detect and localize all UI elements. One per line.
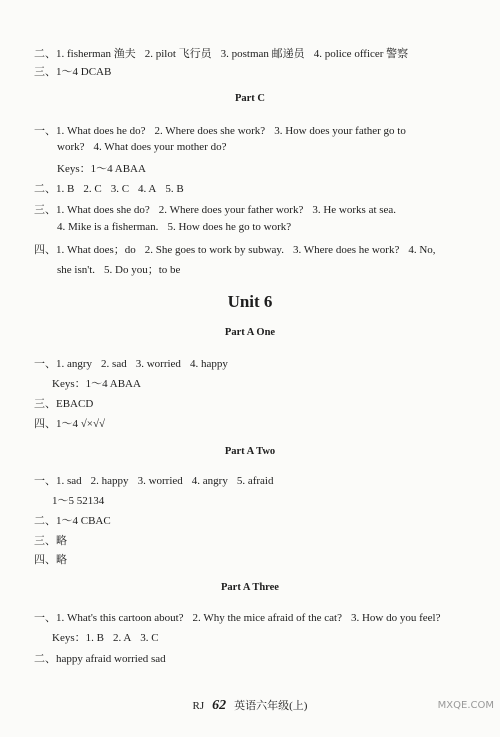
answer-line [34, 609, 441, 625]
answer-item: 3. C [110, 183, 130, 195]
answer-item: she isn't. [57, 264, 96, 276]
answer-item: 4. police officer 警察 [313, 48, 409, 60]
answer-item: 一、1. sad [34, 475, 82, 487]
answer-item: 3. worried [137, 475, 183, 487]
answer-line [34, 180, 184, 196]
answer-item: 2. C [83, 183, 102, 195]
answer-item: 2. Why the mice afraid of the cat? [192, 612, 342, 624]
answer-item: 5. afraid [236, 475, 274, 487]
section-heading: Part A Two [224, 446, 276, 457]
answer-line: 三、略 [34, 535, 67, 547]
answer-item: 5. Do you；to be [104, 264, 181, 276]
answer-line: Keys：1～4 ABAA [52, 378, 141, 390]
answer-item: 二、1. fisherman 渔夫 [34, 48, 136, 60]
answer-line: 三、1～4 DCAB [34, 66, 112, 78]
answer-item: 3. How does your father go to [274, 125, 406, 137]
answer-item: 4. No, [408, 244, 436, 256]
answer-item: 5. How does he go to work? [167, 221, 292, 233]
answer-line [57, 141, 227, 153]
answer-item: 4. What does your mother do? [93, 141, 227, 153]
answer-line [57, 261, 180, 277]
unit-title: Unit 6 [227, 292, 273, 311]
answer-item: 一、1. angry [34, 358, 93, 370]
answer-line: Keys：1～4 ABAA [57, 163, 146, 175]
answer-line: 1～5 52134 [52, 495, 105, 507]
answer-item: 2. Where does she work? [154, 125, 266, 137]
answer-item: 2. pilot 飞行员 [144, 48, 212, 60]
answer-line [34, 45, 408, 61]
answer-item: 2. happy [90, 475, 129, 487]
answer-item: 四、1. What does；do [34, 244, 136, 256]
answer-item: 5. B [165, 183, 184, 195]
section-heading: Part A One [224, 327, 276, 338]
answer-line: 二、happy afraid worried sad [34, 653, 166, 665]
answer-line: 四、略 [34, 554, 67, 566]
answer-item: 4. A [138, 183, 157, 195]
footer-book-title: 英语六年级(上) [234, 700, 308, 712]
answer-item: 二、1. B [34, 183, 75, 195]
answer-item: 3. worried [135, 358, 181, 370]
page-number: 62 [212, 698, 227, 713]
section-heading: Part C [234, 93, 266, 104]
answer-line [34, 472, 273, 488]
answer-line [34, 355, 228, 371]
footer-edition: RJ [192, 700, 205, 712]
answer-item: 三、1. What does she do? [34, 204, 150, 216]
answer-line [52, 629, 159, 645]
answer-line [34, 241, 436, 257]
answer-item: 一、1. What's this cartoon about? [34, 612, 184, 624]
answer-line: 三、EBACD [34, 398, 94, 410]
answer-item: 3. He works at sea. [312, 204, 397, 216]
answer-item: 2. sad [101, 358, 127, 370]
page-footer [0, 697, 500, 714]
answer-line [57, 221, 291, 233]
answer-item: 2. Where does your father work? [158, 204, 304, 216]
answer-item: 一、1. What does he do? [34, 125, 146, 137]
answer-line: 二、1～4 CBAC [34, 515, 111, 527]
answer-item: 3. How do you feel? [350, 612, 441, 624]
answer-line: 四、1～4 √×√√ [34, 418, 106, 430]
answer-item: 3. Where does he work? [292, 244, 400, 256]
answer-line [34, 122, 406, 138]
answer-item: 4. happy [189, 358, 228, 370]
answer-item: Keys：1. B [52, 632, 104, 644]
answer-item: 2. A [112, 632, 132, 644]
watermark: MXQE.COM [437, 700, 494, 711]
answer-item: 4. angry [191, 475, 228, 487]
answer-line [34, 201, 396, 217]
answer-item: work? [57, 141, 85, 153]
answer-item: 3. postman 邮递员 [220, 48, 305, 60]
answer-item: 2. She goes to work by subway. [144, 244, 284, 256]
answer-item: 3. C [140, 632, 159, 644]
section-heading: Part A Three [221, 582, 279, 593]
answer-item: 4. Mike is a fisherman. [57, 221, 159, 233]
